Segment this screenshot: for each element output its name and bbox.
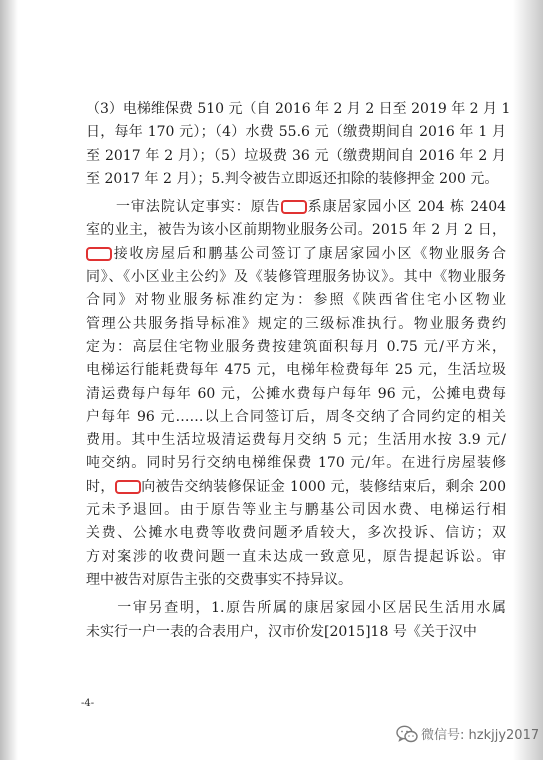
text-segment: 时， xyxy=(86,478,115,495)
text-line xyxy=(86,621,506,644)
wechat-watermark xyxy=(396,724,539,743)
text-segment: （3）电梯维保费 510 元（自 2016 年 2 月 2 日至 2019 年 2 月 1 xyxy=(86,101,511,117)
text-line xyxy=(86,476,506,499)
text-segment: 日，每年 170 元）；（4）水费 55.6 元（缴费期间自 2016 年 1 月 xyxy=(86,124,506,141)
text-line xyxy=(86,359,506,382)
page-shadow-right xyxy=(513,0,543,760)
text-segment: 户每年 96 元……以上合同签订后，周冬交纳了合同约定的相关 xyxy=(86,408,506,425)
text-line xyxy=(86,168,506,191)
wechat-icon xyxy=(396,725,418,743)
text-line xyxy=(86,196,506,219)
text-line xyxy=(86,266,506,289)
text-segment: 一审另查明，1.原告所属的康居家园小区居民生活用水属 xyxy=(86,600,506,617)
text-line xyxy=(86,98,511,121)
text-segment: 方对案涉的收费问题一直未达成一致意见，原告提起诉讼。审 xyxy=(86,548,506,565)
text-segment: 清运费每户每年 60 元，公摊水费每户每年 96 元，公摊电费每 xyxy=(86,385,506,402)
document-body xyxy=(86,98,511,644)
text-line xyxy=(86,145,506,168)
redaction-box xyxy=(86,247,112,261)
text-segment: 一审法院认定事实：原告 xyxy=(86,199,281,216)
text-segment: 元未予退回。由于原告等业主与鹏基公司因水费、电梯运行相 xyxy=(86,502,506,519)
text-line xyxy=(86,546,506,569)
text-line xyxy=(86,289,506,312)
text-line xyxy=(86,452,506,475)
page-number: -4- xyxy=(81,698,95,709)
text-line xyxy=(86,219,506,242)
text-segment: 管理公共服务指导标准》规定的三级标准执行。物业服务费约 xyxy=(86,315,506,332)
text-segment: 至 2017 年 2 月）；5.判令被告立即返还扣除的装修押金 200 元。 xyxy=(86,170,499,187)
text-segment: 向被告交纳装修保证金 1000 元，装修结束后，剩余 200 xyxy=(140,478,507,495)
text-segment: 系康居家园小区 204 栋 2404 xyxy=(306,199,507,216)
redaction-box xyxy=(115,480,141,494)
text-line xyxy=(86,429,506,452)
text-segment: 理中被告对原告主张的交费事实不持异议。 xyxy=(86,571,352,588)
text-segment: 电梯运行能耗费每年 475 元，电梯年检费每年 25 元，生活垃圾 xyxy=(86,362,506,379)
text-line xyxy=(86,336,506,359)
text-line xyxy=(86,121,506,144)
text-segment: 定为：高层住宅物业服务费按建筑面积每月 0.75 元/平方米， xyxy=(86,338,506,355)
watermark-text: 微信号: hzkjjy2017 xyxy=(421,728,540,743)
text-segment: 关费、公摊水电费等收费问题矛盾较大，多次投诉、信访；双 xyxy=(86,525,506,542)
text-segment: 未实行一户一表的合表用户，汉市价发[2015]18 号《关于汉中 xyxy=(86,623,477,640)
text-segment: 至 2017 年 2 月）；（5）垃圾费 36 元（缴费期间自 2016 年 2 月 xyxy=(86,147,506,164)
text-segment: 费用。其中生活垃圾清运费每月交纳 5 元；生活用水按 3.9 元/ xyxy=(86,432,506,449)
text-segment: 合同》对物业服务标准约定为：参照《陕西省住宅小区物业 xyxy=(86,292,506,309)
text-segment: 室的业主，被告为该小区前期物业服务公司。2015 年 2 月 2 日， xyxy=(86,222,506,239)
text-line xyxy=(86,522,506,545)
text-line xyxy=(86,406,506,429)
text-line xyxy=(86,597,506,620)
text-line xyxy=(86,313,506,336)
text-segment: 接收房屋后和鹏基公司签订了康居家园小区《物业服务合 xyxy=(112,245,506,262)
text-line xyxy=(86,243,506,266)
text-line xyxy=(86,569,506,592)
text-segment: 吨交纳。同时另行交纳电梯维保费 170 元/年。在进行房屋装修 xyxy=(86,455,506,472)
text-line xyxy=(86,383,506,406)
text-line xyxy=(86,499,506,522)
text-segment: 同》、《小区业主公约》及《装修管理服务协议》。其中《物业服务 xyxy=(86,269,506,286)
redaction-box xyxy=(281,200,307,214)
page-shadow-left xyxy=(0,0,18,760)
